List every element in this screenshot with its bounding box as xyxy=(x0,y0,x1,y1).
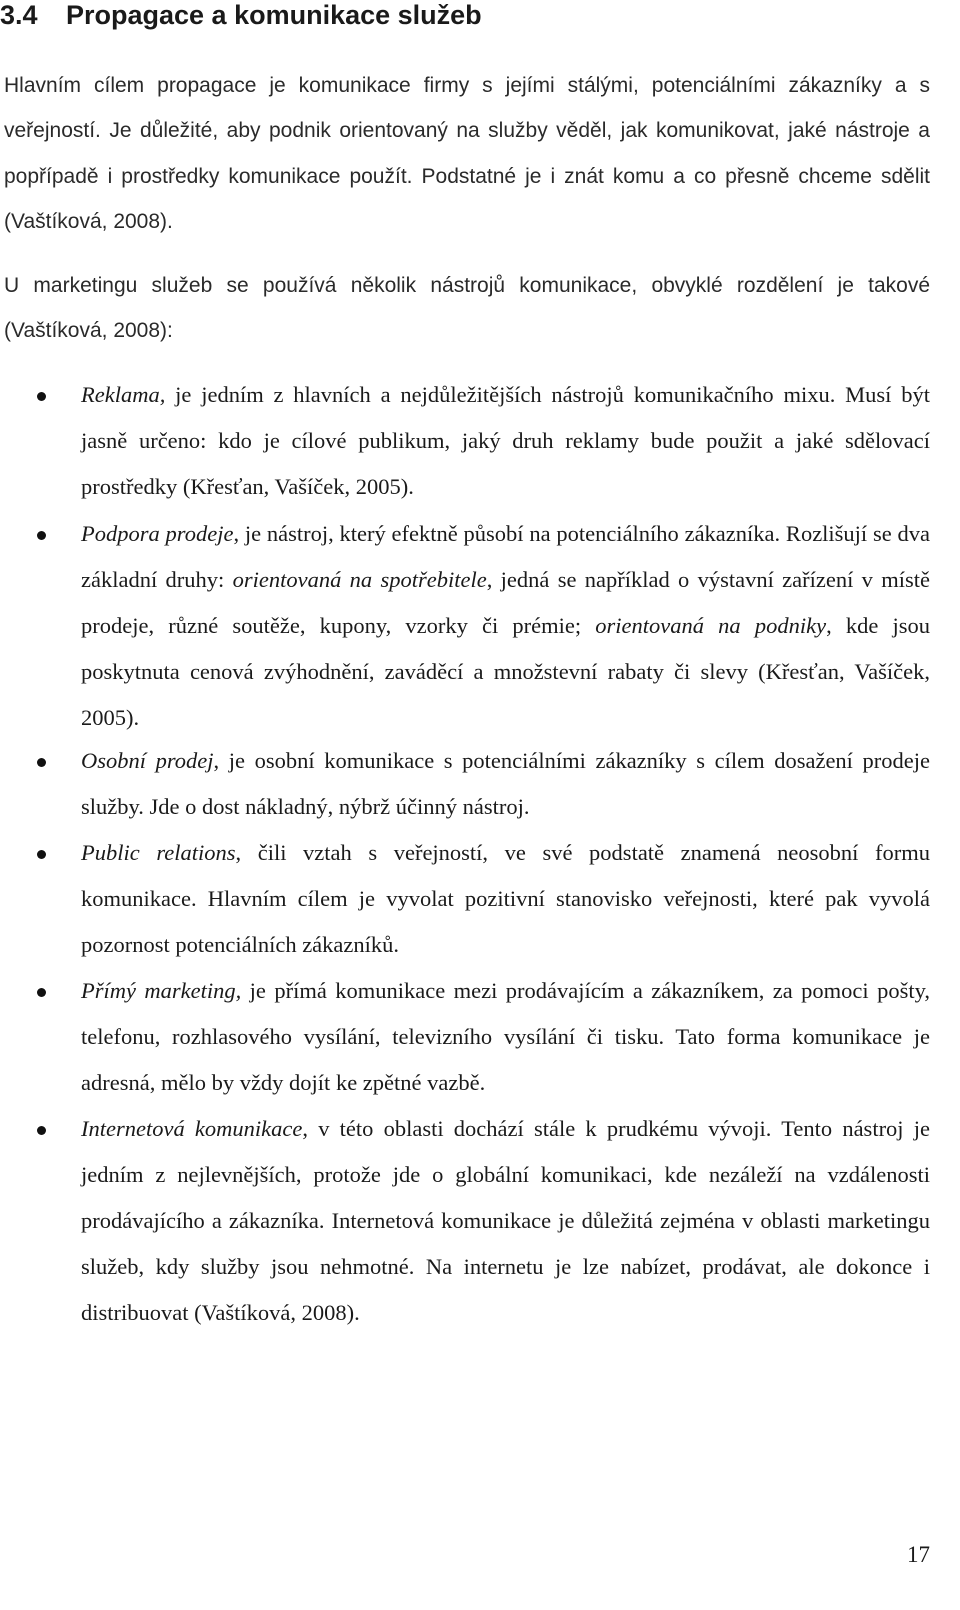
list-item-text xyxy=(81,738,930,830)
tools-intro-paragraph: U marketingu služeb se používá několik nástrojů komunikace, obvyklé rozdělení je takové (Vaštíková, 2008): xyxy=(4,274,930,343)
intro-paragraph: Hlavním cílem propagace je komunikace firmy s jejími stálými, potenciálními zákazníky a s veřejností. Je důležité, aby podnik orientovaný na služby věděl, jak komunikovat, jaké nástroje a popřípadě i prostředky komunikace použít. Podstatné je i znát komu a co přesně chceme sdělit (Vaštíková, 2008). xyxy=(4,74,930,233)
list-item-text xyxy=(81,1106,930,1336)
page-number: 17 xyxy=(907,1542,930,1567)
list-item-text xyxy=(81,830,930,968)
list-item-body: , je osobní komunikace s potenciálními zákazníky s cílem dosažení prodeje služby. Jde o dost nákladný, nýbrž účinný nástroj. xyxy=(81,748,931,819)
list-item-body: , kde jsou poskytnuta cenová zvýhodnění, zaváděcí a množstevní rabaty či slevy (Křesťan, Vašíček, 2005). xyxy=(81,613,930,730)
list-item-term: Reklama, xyxy=(81,382,166,407)
list-item-text xyxy=(81,372,930,510)
list-item-body: , v této oblasti dochází stále k prudkému vývoji. Tento nástroj je jedním z nejlevnějších, protože jde o globální komunikaci, kde nezáleží na vzdálenosti prodávajícího a zákazníka. Internetová komunikace je důležitá zejména v oblasti marketingu služeb, kdy služby jsou nehmotné. Na internetu je lze nabízet, prodávat, ale dokonce i distribuovat (Vaštíková, 2008). xyxy=(81,1116,930,1325)
bullet-icon xyxy=(37,531,46,540)
list-item-text xyxy=(81,511,930,741)
bullet-icon xyxy=(37,1126,46,1135)
list-item-body: je přímá komunikace mezi prodávajícím a zákazníkem, za pomoci pošty, telefonu, rozhlasového vysílání, televizního vysílání či tisku. Tato forma komunikace je adresná, mělo by vždy dojít ke zpětné vazbě. xyxy=(81,978,931,1095)
section-heading xyxy=(0,0,482,32)
bullet-icon xyxy=(37,758,46,767)
list-item-body: , jedná se například o výstavní zařízení v místě prodeje, různé soutěže, kupony, vzorky či prémie; xyxy=(81,567,930,638)
bullet-icon xyxy=(37,988,46,997)
bullet-icon xyxy=(37,850,46,859)
list-item-term: Podpora prodeje xyxy=(81,521,234,546)
list-item-body: je jedním z hlavních a nejdůležitějších nástrojů komunikačního mixu. Musí být jasně určeno: kdo je cílové publikum, jaký druh reklamy bude použit a jaké sdělovací prostředky (Křesťan, Vašíček, 2005). xyxy=(81,382,930,499)
section-number: 3.4 xyxy=(0,0,38,30)
list-item-emphasis: orientovaná na spotřebitele xyxy=(232,567,487,592)
list-item-term: Public relations xyxy=(81,840,236,865)
list-item-body: , je nástroj, který efektně působí na potenciálního zákazníka. Rozlišují se dva základní druhy: xyxy=(81,521,930,592)
bullet-icon xyxy=(37,392,46,401)
list-item-text xyxy=(81,968,930,1106)
list-item-emphasis: orientovaná na podniky xyxy=(595,613,827,638)
list-item-term: Internetová komunikace xyxy=(81,1116,303,1141)
list-item-term: Osobní prodej xyxy=(81,748,214,773)
list-item-body: , čili vztah s veřejností, ve své podstatě znamená neosobní formu komunikace. Hlavním cílem je vyvolat pozitivní stanovisko veřejnosti, které pak vyvolá pozornost potenciálních zákazníků. xyxy=(81,840,930,957)
list-item-term: Přímý marketing, xyxy=(81,978,242,1003)
section-title: Propagace a komunikace služeb xyxy=(66,0,482,30)
